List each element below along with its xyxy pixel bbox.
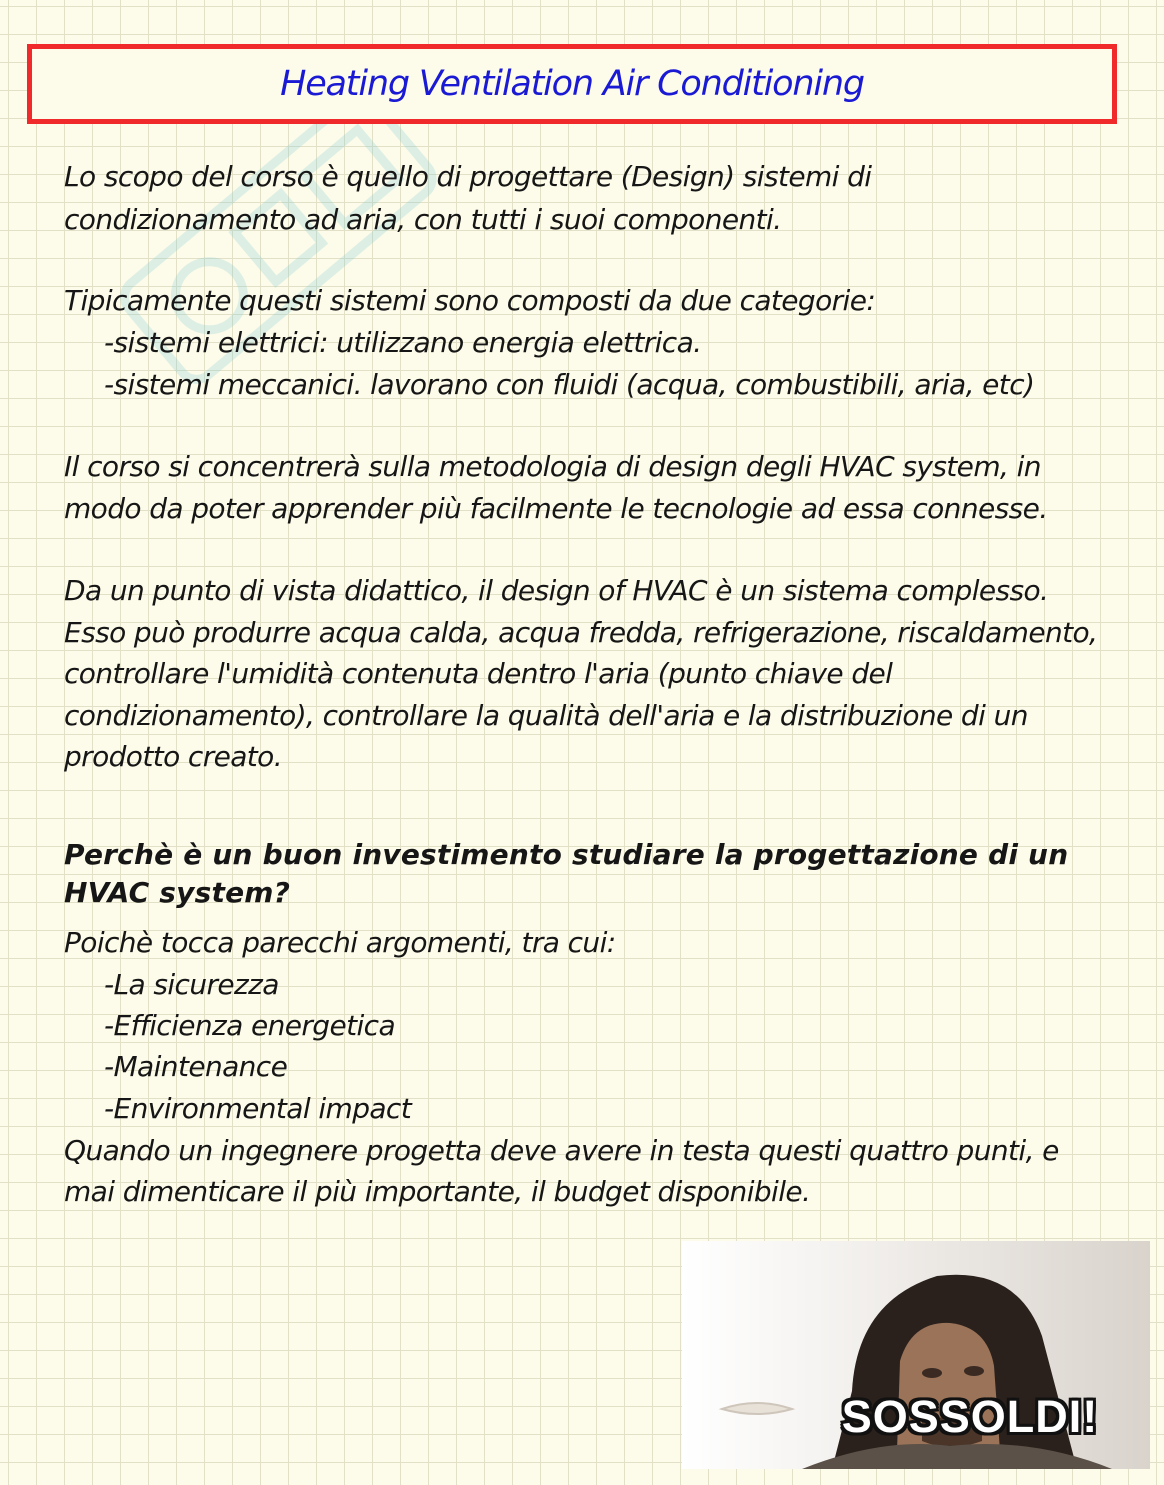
- intro-line: Lo scopo del corso è quello di progettare (Design) sistemi di: [64, 160, 872, 193]
- focus-line: modo da poter apprender più facilmente le tecnologie ad essa connesse.: [64, 492, 1048, 525]
- page-title: Heating Ventilation Air Conditioning: [280, 64, 864, 104]
- answer-item: -Environmental impact: [104, 1092, 412, 1125]
- answer-item: -La sicurezza: [104, 968, 279, 1001]
- didactic-line: condizionamento), controllare la qualità dell'aria e la distribuzione di un: [64, 699, 1028, 732]
- category-item-electric: -sistemi elettrici: utilizzano energia elettrica.: [104, 326, 702, 359]
- meme-image: [682, 1241, 1150, 1469]
- answer-item: -Maintenance: [104, 1050, 288, 1083]
- closing-line: Quando un ingegnere progetta deve avere in testa questi quattro punti, e: [64, 1134, 1059, 1167]
- meme-caption: SOSSOLDI!: [841, 1391, 1099, 1442]
- closing-line: mai dimenticare il più importante, il budget disponibile.: [64, 1175, 811, 1208]
- title-box: [27, 44, 1117, 124]
- didactic-line: controllare l'umidità contenuta dentro l'aria (punto chiave del: [64, 657, 893, 690]
- didactic-line: Esso può produrre acqua calda, acqua fredda, refrigerazione, riscaldamento,: [64, 616, 1098, 649]
- answer-item: -Efficienza energetica: [104, 1009, 396, 1042]
- didactic-line: Da un punto di vista didattico, il design of HVAC è un sistema complesso.: [64, 574, 1049, 607]
- answer-lead: Poichè tocca parecchi argomenti, tra cui:: [64, 926, 616, 959]
- intro-line: condizionamento ad aria, con tutti i suoi componenti.: [64, 203, 782, 236]
- category-item-mechanical: -sistemi meccanici. lavorano con fluidi (acqua, combustibili, aria, etc): [104, 368, 1035, 401]
- question-heading: HVAC system?: [64, 876, 291, 909]
- categories-lead: Tipicamente questi sistemi sono composti da due categorie:: [64, 284, 876, 317]
- focus-line: Il corso si concentrerà sulla metodologia di design degli HVAC system, in: [64, 450, 1041, 483]
- didactic-line: prodotto creato.: [64, 740, 283, 773]
- question-heading: Perchè è un buon investimento studiare la progettazione di un: [64, 838, 1069, 871]
